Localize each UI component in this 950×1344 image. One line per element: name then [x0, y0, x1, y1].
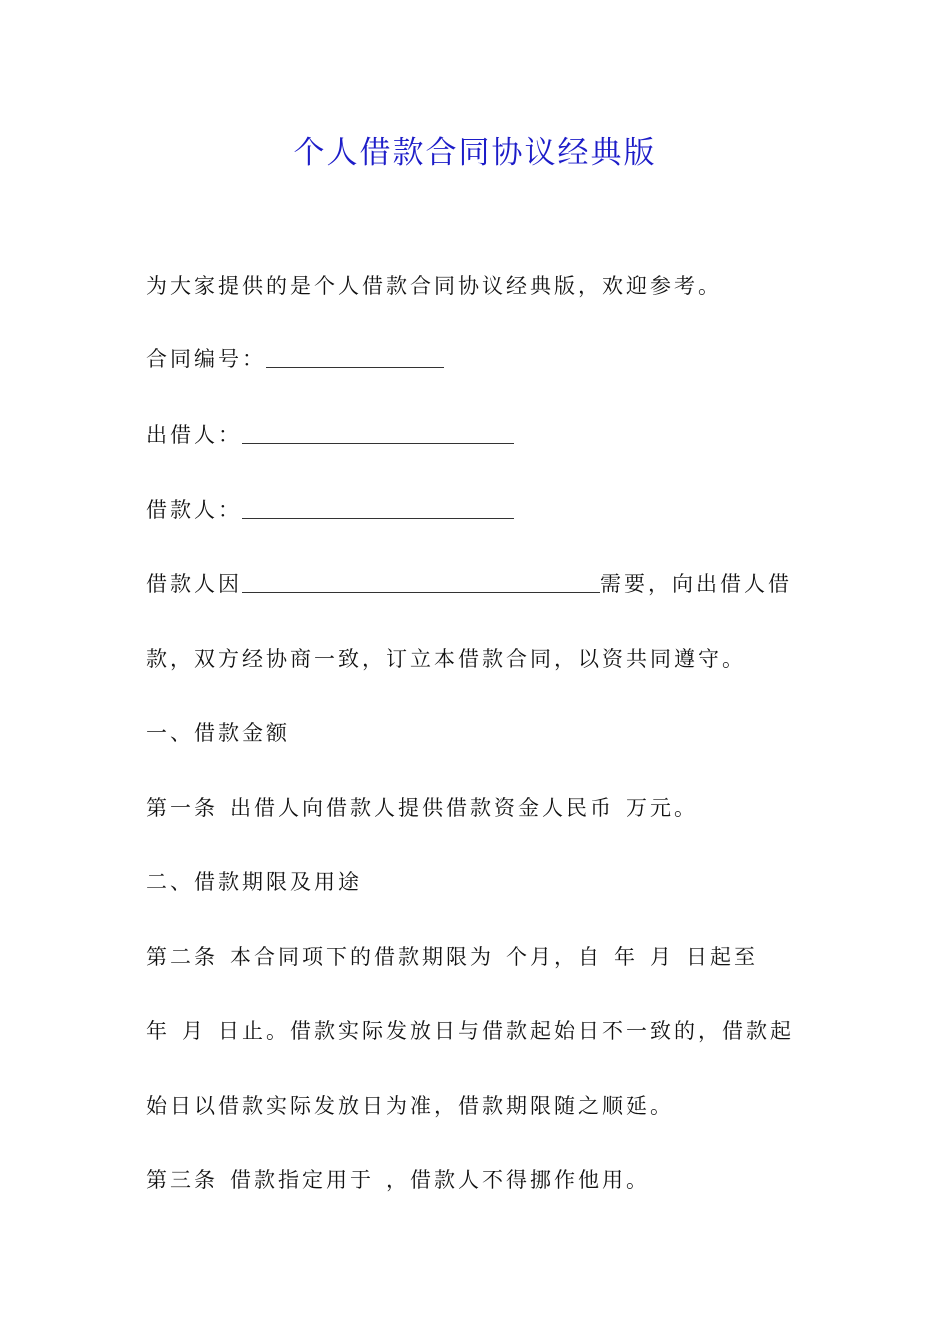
- borrower-label: 借款人：: [146, 498, 242, 522]
- borrower-blank: [242, 496, 514, 519]
- article-2-line-2-b: 月: [182, 1019, 206, 1043]
- contract-number-blank: [266, 345, 444, 368]
- lender-label: 出借人：: [146, 423, 242, 447]
- article-2-line-3: 始日以借款实际发放日为准，借款期限随之顺延。: [146, 1094, 674, 1118]
- reason-row: [146, 568, 792, 600]
- document-title: 个人借款合同协议经典版: [293, 135, 657, 171]
- article-2-text-a: 本合同项下的借款期限为: [230, 945, 494, 969]
- article-3-text-b: ，借款人不得挪作他用。: [386, 1168, 650, 1192]
- article-3-label: 第三条: [146, 1168, 218, 1192]
- article-2-line-2-c: 日止。借款实际发放日与借款起始日不一致的，借款起: [218, 1019, 794, 1043]
- intro-paragraph: 为大家提供的是个人借款合同协议经典版，欢迎参考。: [146, 274, 722, 298]
- article-2: [146, 941, 758, 973]
- section-heading-term: 二、借款期限及用途: [146, 870, 362, 894]
- reason-suffix: 需要，向出借人借: [600, 572, 792, 596]
- reason-continuation: 款，双方经协商一致，订立本借款合同，以资共同遵守。: [146, 647, 746, 671]
- article-1-unit: 万元。: [626, 796, 698, 820]
- reason-blank: [242, 570, 600, 593]
- article-2-text-c: 年: [614, 945, 638, 969]
- contract-number-row: [146, 343, 444, 375]
- article-2-text-e: 日起至: [686, 945, 758, 969]
- lender-blank: [242, 421, 514, 444]
- borrower-row: [146, 494, 514, 526]
- contract-number-label: 合同编号：: [146, 347, 266, 371]
- section-heading-amount: 一、借款金额: [146, 721, 290, 745]
- article-1-label: 第一条: [146, 796, 218, 820]
- reason-prefix: 借款人因: [146, 572, 242, 596]
- article-1: [146, 792, 698, 824]
- article-2-text-b: 个月，自: [506, 945, 602, 969]
- article-3: [146, 1164, 650, 1196]
- article-2-line-2-a: 年: [146, 1019, 170, 1043]
- lender-row: [146, 419, 514, 451]
- article-1-text: 出借人向借款人提供借款资金人民币: [230, 796, 614, 820]
- article-2-label: 第二条: [146, 945, 218, 969]
- article-2-text-d: 月: [650, 945, 674, 969]
- article-3-text-a: 借款指定用于: [230, 1168, 374, 1192]
- article-2-line-2: [146, 1015, 794, 1047]
